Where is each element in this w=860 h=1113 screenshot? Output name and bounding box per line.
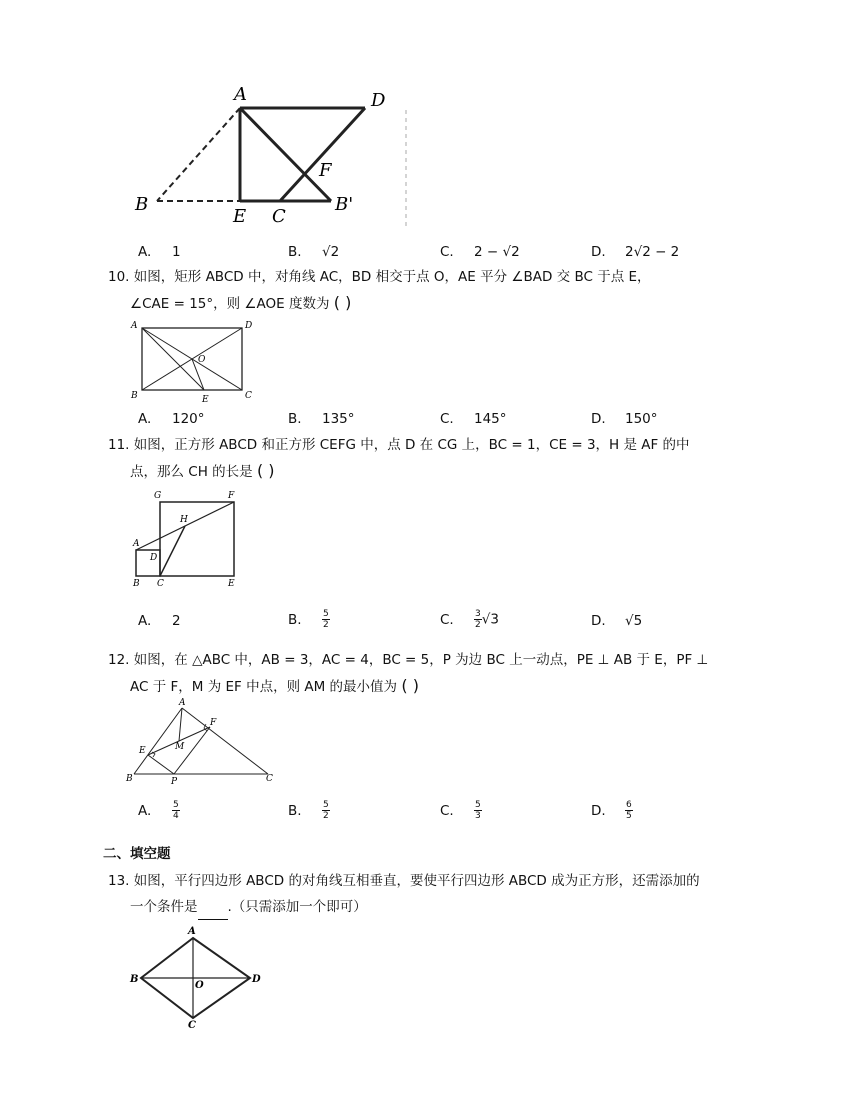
q11-line2: 点，那么 CH 的长是: [130, 464, 253, 480]
q11-label-g: G: [154, 491, 162, 501]
q12-option-a[interactable]: [138, 800, 180, 821]
q12-label-m: M: [175, 742, 185, 752]
option-fraction: $\frac{3}{2}$: [475, 609, 481, 630]
q13-line1: 如图，平行四边形 ABCD 的对角线互相垂直，要使平行四边形 ABCD 成为正方形，还需添加的: [133, 873, 700, 889]
answer-paren: ( ): [256, 461, 275, 480]
section-title: 二、填空题: [103, 846, 171, 862]
q10-option-a[interactable]: [138, 411, 205, 427]
option-letter: A.: [138, 244, 152, 260]
q13-line2b: .（只需添加一个即可）: [227, 899, 367, 915]
q11-figure: [128, 488, 248, 590]
option-letter: C.: [440, 244, 454, 260]
option-fraction: $\frac{6}{5}$: [626, 800, 632, 821]
q9-label-f: F: [319, 160, 332, 181]
q12-line1: 如图，在 △ABC 中，AB = 3，AC = 4，BC = 5，P 为边 BC 上一动点，PE ⊥ AB 于 E，PF ⊥: [133, 652, 709, 668]
q11-label-b: B: [133, 579, 140, 589]
q10-option-d[interactable]: [591, 411, 658, 427]
q10-line2: ∠CAE = 15°，则 ∠AOE 度数为: [130, 296, 330, 312]
q11-option-c[interactable]: [440, 609, 499, 630]
q11-label-a: A: [133, 539, 140, 549]
option-letter: C.: [440, 411, 454, 427]
option-text: 1: [172, 244, 181, 260]
q12-figure: [122, 697, 282, 789]
question-number: 12.: [108, 652, 130, 668]
q12-label-b: B: [126, 774, 133, 784]
q11-label-c: C: [157, 579, 164, 589]
q9-option-b[interactable]: [288, 244, 339, 260]
q11-line1: 如图，正方形 ABCD 和正方形 CEFG 中，点 D 在 CG 上，BC = 1，CE = 3，H 是 AF 的中: [133, 437, 690, 453]
q10-label-o: O: [198, 355, 206, 365]
option-text: √2: [322, 244, 340, 260]
q12-label-e: E: [139, 746, 146, 756]
q11-option-a[interactable]: [138, 613, 181, 629]
answer-blank[interactable]: [198, 905, 228, 920]
q12-label-p: P: [171, 777, 178, 787]
q10-option-b[interactable]: [288, 411, 355, 427]
q13-figure: [126, 922, 266, 1028]
option-letter: B.: [288, 244, 302, 260]
question-number: 11.: [108, 437, 130, 453]
q11-label-d: D: [150, 553, 158, 563]
option-fraction: $\frac{5}{2}$: [323, 800, 329, 821]
question-number: 13.: [108, 873, 130, 889]
option-letter: B.: [288, 802, 302, 819]
option-fraction: $\frac{5}{4}$: [173, 800, 179, 821]
q13-label-d: D: [252, 974, 261, 985]
q10-label-d: D: [245, 321, 253, 331]
q12-stem: [108, 647, 708, 700]
option-text: 145°: [474, 411, 507, 427]
option-fraction: $\frac{5}{3}$: [475, 800, 481, 821]
q13-line2a: 一个条件是: [130, 899, 198, 915]
q11-label-e: E: [228, 579, 235, 589]
option-letter: A.: [138, 411, 152, 427]
option-text: 120°: [172, 411, 205, 427]
q11-label-h: H: [180, 515, 188, 525]
q10-stem: [108, 264, 651, 317]
option-text: 150°: [625, 411, 658, 427]
option-text: √3: [481, 611, 499, 628]
option-letter: D.: [591, 244, 606, 260]
option-text: 2√2 − 2: [625, 244, 680, 260]
q10-label-a: A: [131, 321, 138, 331]
q12-option-c[interactable]: [440, 800, 482, 821]
q10-label-e: E: [202, 395, 209, 405]
q9-option-a[interactable]: [138, 244, 181, 260]
q11-option-d[interactable]: [591, 613, 642, 629]
q13-stem: [108, 868, 700, 920]
q13-label-o: O: [195, 980, 204, 991]
answer-paren: ( ): [401, 676, 419, 695]
option-letter: A.: [138, 802, 152, 819]
option-fraction: $\frac{5}{2}$: [323, 609, 329, 630]
q12-line2: AC 于 F，M 为 EF 中点，则 AM 的最小值为: [130, 679, 398, 695]
q9-label-b: B: [135, 194, 149, 215]
q10-option-c[interactable]: [440, 411, 507, 427]
q9-label-c: C: [272, 206, 286, 227]
q9-label-d: D: [371, 90, 386, 111]
q12-option-d[interactable]: [591, 800, 633, 821]
q11-label-f: F: [228, 491, 235, 501]
q9-figure: [125, 80, 415, 240]
option-text: 135°: [322, 411, 355, 427]
q9-label-bprime: B': [335, 194, 354, 215]
option-letter: B.: [288, 411, 302, 427]
q12-label-a: A: [179, 698, 186, 708]
q13-label-b: B: [130, 974, 139, 985]
option-letter: C.: [440, 802, 454, 819]
q10-label-b: B: [131, 391, 138, 401]
option-letter: D.: [591, 411, 606, 427]
q11-stem: [108, 432, 690, 485]
option-text: √5: [625, 613, 643, 629]
q12-label-c: C: [266, 774, 273, 784]
option-letter: B.: [288, 611, 302, 628]
option-letter: A.: [138, 613, 152, 629]
q13-label-c: C: [188, 1020, 196, 1028]
q10-label-c: C: [245, 391, 252, 401]
q9-label-a: A: [234, 84, 247, 105]
option-letter: D.: [591, 802, 606, 819]
answer-paren: ( ): [333, 293, 352, 312]
q10-line1: 如图，矩形 ABCD 中，对角线 AC，BD 相交于点 O，AE 平分 ∠BAD 交 BC 于点 E，: [133, 269, 651, 285]
q13-label-a: A: [188, 926, 196, 937]
q9-option-d[interactable]: [591, 244, 679, 260]
q9-label-e: E: [233, 206, 247, 227]
q9-option-c[interactable]: [440, 244, 520, 260]
option-letter: C.: [440, 611, 454, 628]
option-text: 2 − √2: [474, 244, 520, 260]
question-number: 10.: [108, 269, 130, 285]
q12-option-b[interactable]: [288, 800, 330, 821]
q11-option-b[interactable]: [288, 609, 330, 630]
q12-label-f: F: [210, 718, 217, 728]
q10-figure: [128, 316, 258, 406]
option-letter: D.: [591, 613, 606, 629]
option-text: 2: [172, 613, 181, 629]
